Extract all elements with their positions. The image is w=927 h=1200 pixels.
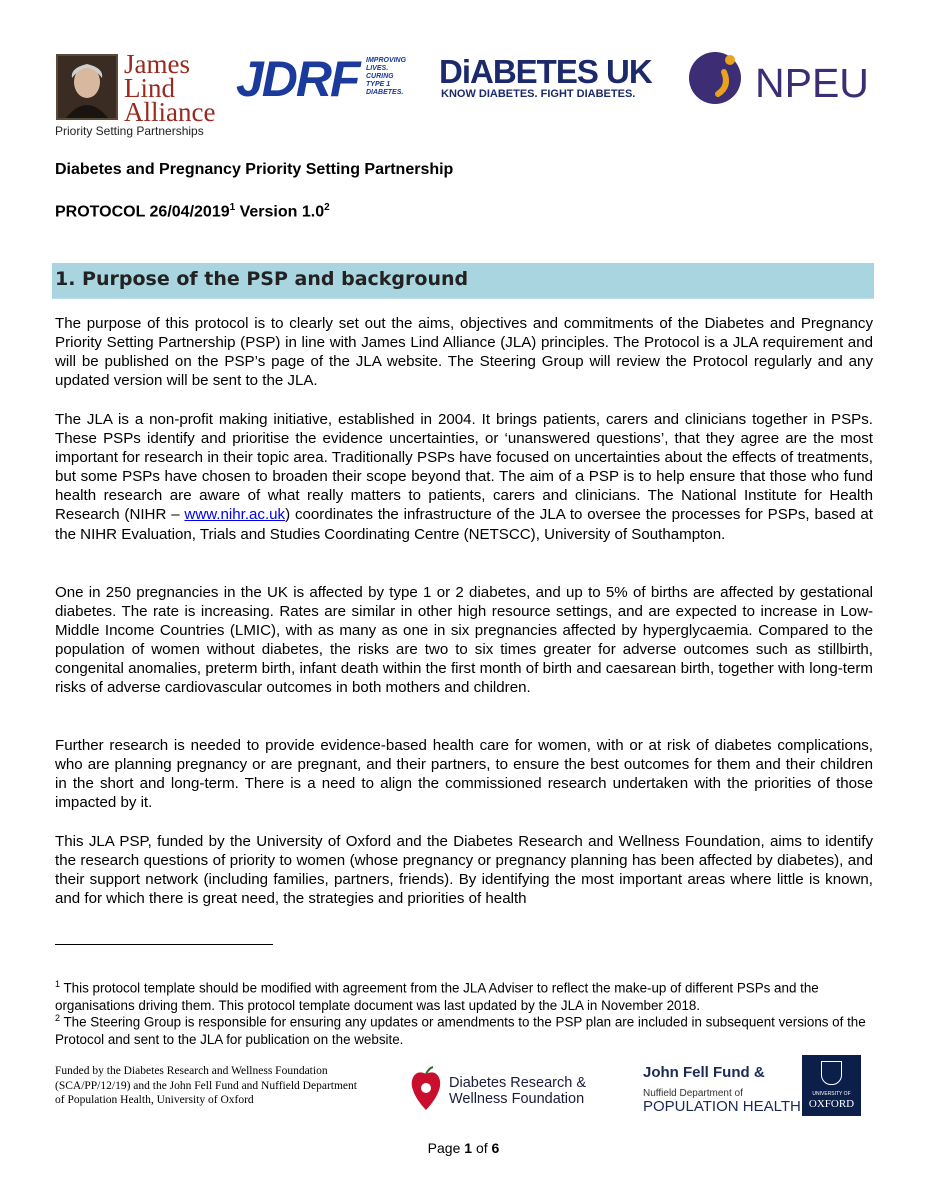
footnote-1-text: This protocol template should be modified with agreement from the JLA Adviser to reflect the make-up of different PSPs and the organisations driving them. This protocol template document was last updated by the JLA in November 2018. (55, 980, 819, 1013)
footnote-2-marker: 2 (55, 1013, 61, 1023)
jdrf-tagline (366, 57, 416, 97)
page-number (0, 1140, 927, 1156)
protocol-date: PROTOCOL 26/04/2019 (55, 203, 230, 221)
paragraph-further-research: Further research is needed to provide evidence-based health care for women, with or at risk of diabetes complications, who are planning pregnancy or are pregnant, and their partners, to ensure the best outcomes for them and their children in the short and long-term. There is a need to align the commissioned research undertaken with the priorities of those impacted by it. (55, 737, 873, 812)
funding-line-2: (SCA/PP/12/19) and the John Fell Fund and Nuffield Department (55, 1079, 357, 1092)
oxford-logo (802, 1055, 861, 1116)
footnote-divider (55, 944, 273, 945)
protocol-line (55, 202, 330, 221)
oxford-crest-icon (821, 1061, 842, 1085)
nihr-link[interactable]: www.nihr.ac.uk (184, 506, 286, 524)
diabetes-uk-tagline: KNOW DIABETES. FIGHT DIABETES. (441, 88, 636, 100)
population-health-label: POPULATION HEALTH (643, 1098, 801, 1115)
drwf-line-1: Diabetes Research & (449, 1075, 587, 1091)
jla-logo-line1: James (124, 49, 190, 79)
section-heading: 1. Purpose of the PSP and background (55, 268, 469, 290)
paragraph-psp-aims: This JLA PSP, funded by the University of Oxford and the Diabetes Research and Wellness Foundation, aims to identify the research questions of priority to women (whose pregnancy or pregnancy planning has been affected by diabetes), and their support network (including families, partners, friends). By identifying the most important areas where little is known, and for which there is great need, the strategies and priorities of health (55, 833, 873, 908)
jla-logo-line3: Alliance (124, 97, 216, 127)
jdrf-tagline-3: CURING (366, 73, 394, 80)
jdrf-tagline-4: TYPE 1 (366, 81, 391, 88)
funding-statement (55, 1064, 385, 1108)
paragraph-jla-text-2: ) coordinates the infrastructure of the JLA to oversee the processes for PSPs, based at the NIHR Evaluation, Trials and Studies Coordinating Centre (NETSCC), University of Southampton. (55, 506, 873, 543)
paragraph-purpose: The purpose of this protocol is to clearly set out the aims, objectives and commitments of the Diabetes and Pregnancy Priority Setting Partnership (PSP) in line with James Lind Alliance (JLA) principles. The Protocol is a JLA requirement and will be published on the PSP’s page of the JLA website. The Steering Group will review the Protocol regularly and any updated version will be sent to the JLA. (55, 315, 873, 390)
footnote-ref-1: 1 (229, 202, 236, 213)
jdrf-logo: JDRF (236, 51, 359, 107)
funding-line-3: of Population Health, University of Oxford (55, 1094, 254, 1106)
drwf-line-2: Wellness Foundation (449, 1091, 585, 1107)
john-fell-fund-label: John Fell Fund & (643, 1064, 765, 1081)
section-heading-band (52, 263, 874, 299)
oxford-logo-name: OXFORD (808, 1098, 855, 1110)
paragraph-jla (55, 410, 873, 544)
jla-logo-subtitle: Priority Setting Partnerships (55, 124, 204, 138)
jla-logo-wordmark (124, 49, 216, 127)
jdrf-tagline-2: LIVES. (366, 65, 389, 72)
page-total: 6 (491, 1140, 500, 1156)
npeu-logo-icon (688, 46, 752, 115)
footnote-2-text: The Steering Group is responsible for ensuring any updates or amendments to the PSP plan are included in subsequent versions of the Protocol and sent to the JLA for publication on the website. (55, 1014, 866, 1047)
footnote-1-marker: 1 (55, 979, 61, 989)
jla-logo-line2: Lind (124, 73, 175, 103)
footnote-2 (55, 1010, 875, 1048)
drwf-logo-text (449, 1075, 586, 1107)
document-title: Diabetes and Pregnancy Priority Setting Partnership (55, 161, 454, 178)
page-of: of (472, 1140, 492, 1156)
oxford-logo-university: UNIVERSITY OF (812, 1091, 851, 1097)
drwf-logo-icon (407, 1066, 445, 1117)
footnote-1 (55, 976, 875, 1014)
funding-line-1: Funded by the Diabetes Research and Wellness Foundation (55, 1065, 328, 1077)
footnote-ref-2: 2 (324, 202, 330, 213)
jdrf-tagline-1: IMPROVING (366, 57, 407, 64)
jdrf-tagline-5: DIABETES. (366, 89, 404, 96)
nuffield-department-label: Nuffield Department of (643, 1088, 743, 1099)
paragraph-jla-text-1: The JLA is a non-profit making initiative, established in 2004. It brings patients, carers and clinicians together in PSPs. These PSPs identify and prioritise the evidence uncertainties, or ‘unanswered questions’, that they agree are the most important for research in their topic area. Traditionally PSPs have focused on uncertainties about the effects of treatments, but some PSPs have chosen to broaden their scope beyond that. The aim of a PSP is to help ensure that those who fund health research are aware of what really matters to patients, carers and clinicians. The National Institute for Health Research (NIHR – (55, 411, 873, 524)
page-current: 1 (464, 1140, 473, 1156)
protocol-version: Version 1.0 (235, 203, 325, 221)
page-label: Page (427, 1140, 465, 1156)
diabetes-uk-logo: DiABETES UK (439, 53, 652, 90)
jla-portrait-logo (56, 54, 118, 120)
npeu-logo-text: NPEU (755, 60, 869, 106)
paragraph-prevalence: One in 250 pregnancies in the UK is affected by type 1 or 2 diabetes, and up to 5% of births are affected by gestational diabetes. The rate is increasing. Rates are similar in other high resource settings, and are expected to increase in Low-Middle Income Countries (LMIC), with as many as one in six pregnancies affected by hyperglycaemia. Compared to the population of women without diabetes, the risks are two to six times greater for adverse outcomes such as stillbirth, congenital anomalies, preterm birth, infant death within the first month of birth and caesarean birth, together with long-term risks of adverse cardiovascular outcomes in both mothers and children. (55, 584, 873, 697)
